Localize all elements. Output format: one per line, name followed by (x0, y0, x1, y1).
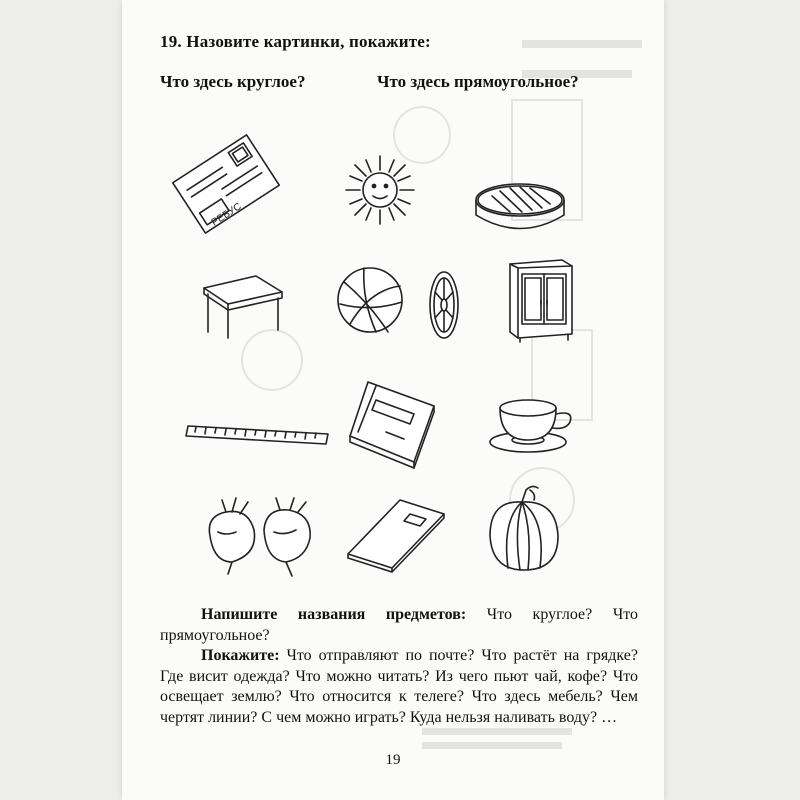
write-task-paragraph (160, 605, 638, 646)
ball-icon (330, 260, 410, 340)
show-task-text: Что отправляют по почте? Что растёт на грядке? Где висит одежда? Что можно читать? Из чего пьют чай, кофе? Что освещает землю? Что относится к телеге? Что здесь мебель? Чем чертят линии? С чем можно играть? Куда нельзя наливать воду? … (160, 647, 638, 726)
show-task-label: Покажите: (201, 647, 280, 664)
exercise-instructions (160, 605, 638, 728)
workbook-page (122, 0, 664, 800)
envelope-label: РЕБУС (209, 201, 244, 229)
show-task-paragraph (160, 646, 638, 728)
question-rectangular: Что здесь прямоугольное? (377, 72, 579, 91)
table-icon (196, 270, 288, 342)
wardrobe-icon (502, 254, 578, 344)
page-number: 19 (385, 752, 401, 768)
question-round: Что здесь круглое? (160, 72, 306, 91)
write-task-text: Что круглое? Что прямоугольное? (160, 606, 638, 644)
pumpkin-icon (482, 480, 566, 576)
exercise-heading: 19. Назовите картинки, покажите: (160, 32, 431, 51)
wheel-icon (424, 266, 464, 344)
envelope-icon (170, 128, 282, 240)
sieve-icon (470, 160, 570, 240)
notebook-icon (344, 496, 452, 572)
beet-icon (196, 496, 326, 580)
sun-icon (340, 150, 420, 230)
book-icon (346, 376, 446, 468)
teacup-icon (482, 390, 578, 460)
ruler-icon (184, 414, 334, 454)
write-task-label: Напишите названия предметов: (201, 606, 467, 623)
